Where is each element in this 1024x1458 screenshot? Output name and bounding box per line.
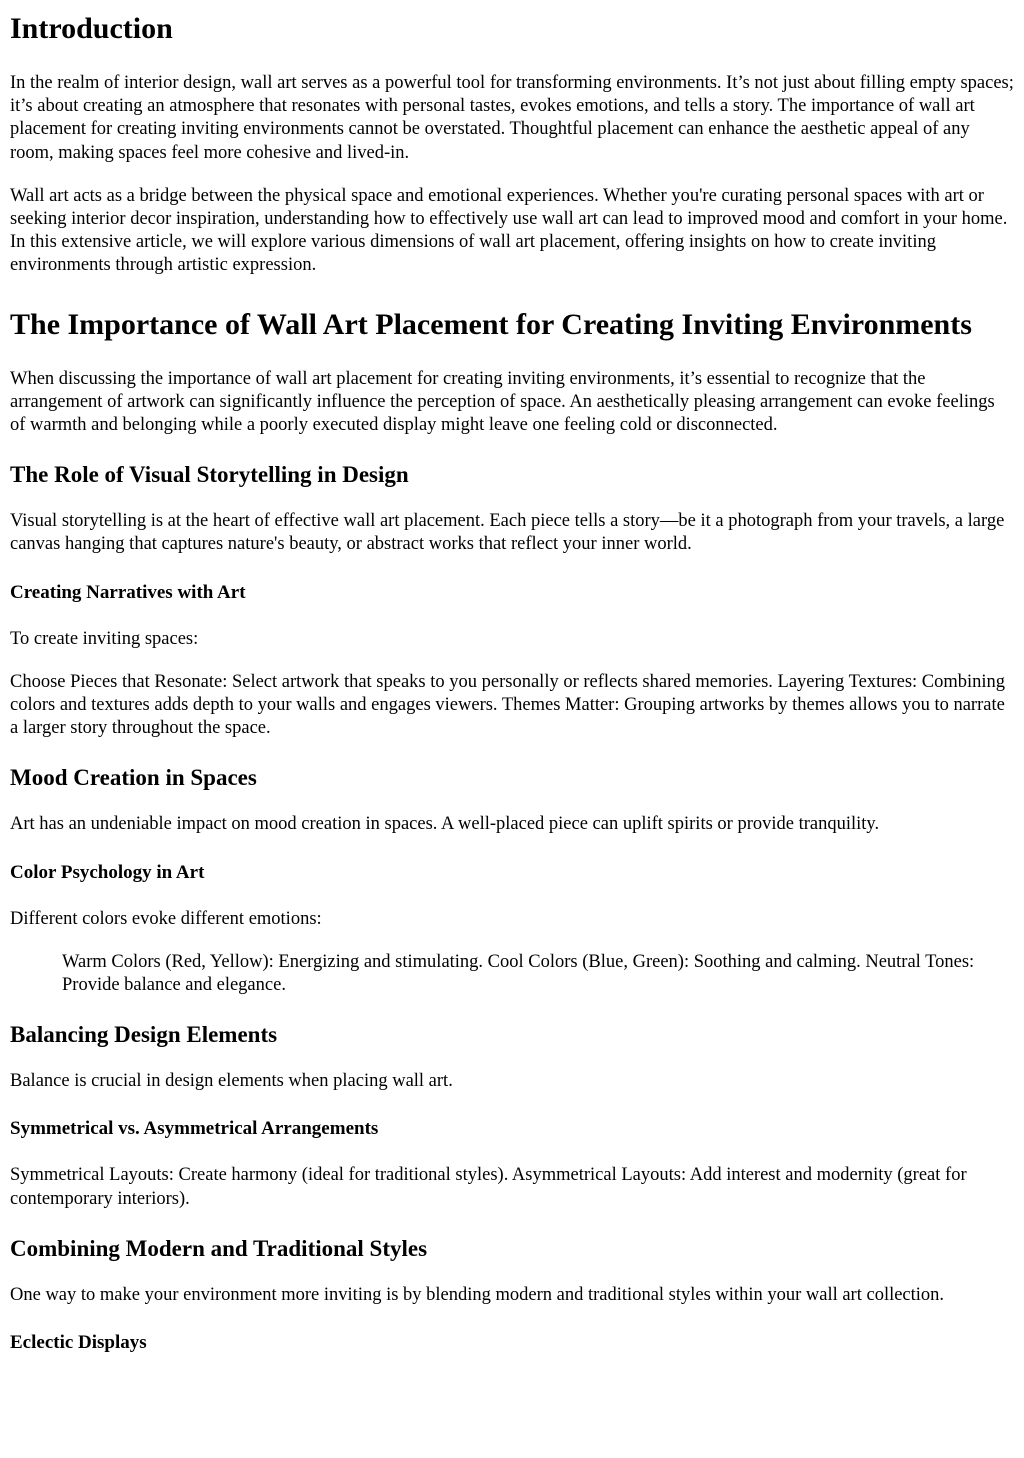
paragraph-storytelling: Visual storytelling is at the heart of effective wall art placement. Each piece tells a story—be it a photograph from your travels, a large canvas hanging that captures nature's beauty, or abstract works that reflect your inner world. (10, 511, 1005, 555)
paragraph-narratives-1: To create inviting spaces: (10, 628, 199, 649)
heading-balancing: Balancing Design Elements (10, 1022, 278, 1048)
heading-importance: The Importance of Wall Art Placement for Creating Inviting Environments (10, 307, 972, 341)
paragraph-balance: Balance is crucial in design elements when placing wall art. (10, 1071, 453, 1092)
paragraph-importance: When discussing the importance of wall art placement for creating inviting environments, it’s essential to recognize that the arrangement of artwork can significantly influence the perception of space. An aesthetically pleasing arrangement can evoke feelings of warmth and belonging while a poorly executed display might leave one feeling cold or disconnected. (10, 368, 995, 436)
heading-creating-narratives: Creating Narratives with Art (10, 581, 246, 603)
paragraph-mood: Art has an undeniable impact on mood creation in spaces. A well-placed piece can uplift spirits or provide tranquility. (10, 814, 880, 835)
heading-introduction: Introduction (10, 12, 173, 45)
paragraph-intro-1: In the realm of interior design, wall art serves as a powerful tool for transforming environments. It’s not just about filling empty spaces; it’s about creating an atmosphere that resonates with personal tastes, evokes emotions, and tells a story. The importance of wall art placement for creating inviting environments cannot be overstated. Thoughtful placement can enhance the aesthetic appeal of any room, making spaces feel more cohesive and lived-in. (10, 73, 1014, 163)
heading-mood-creation: Mood Creation in Spaces (10, 765, 257, 791)
paragraph-combining: One way to make your environment more inviting is by blending modern and traditional styles within your wall art collection. (10, 1284, 945, 1305)
paragraph-intro-2: Wall art acts as a bridge between the physical space and emotional experiences. Whether you're curating personal spaces with art or seeking interior decor inspiration, understanding how to effectively use wall art can lead to improved mood and comfort in your home. In this extensive article, we will explore various dimensions of wall art placement, offering insights on how to create inviting environments through artistic expression. (10, 185, 1008, 276)
heading-eclectic-displays: Eclectic Displays (10, 1332, 147, 1354)
blockquote-colors: Warm Colors (Red, Yellow): Energizing and stimulating. Cool Colors (Blue, Green): Soothing and calming. Neutral Tones: Provide balance and elegance. (62, 951, 975, 996)
heading-symmetry: Symmetrical vs. Asymmetrical Arrangements (10, 1118, 379, 1140)
paragraph-color: Different colors evoke different emotions: (10, 908, 322, 929)
heading-visual-storytelling: The Role of Visual Storytelling in Design (10, 462, 409, 488)
paragraph-symmetry: Symmetrical Layouts: Create harmony (ideal for traditional styles). Asymmetrical Layouts: Add interest and modernity (great for contemporary interiors). (10, 1165, 967, 1209)
heading-combining-styles: Combining Modern and Traditional Styles (10, 1235, 428, 1261)
paragraph-narratives-2: Choose Pieces that Resonate: Select artwork that speaks to you personally or reflects shared memories. Layering Textures: Combining colors and textures adds depth to your walls and engages viewers. Themes Matter: Grouping artworks by themes allows you to narrate a larger story throughout the space. (10, 671, 1006, 739)
heading-color-psychology: Color Psychology in Art (10, 861, 205, 883)
article (0, 12, 1024, 1354)
